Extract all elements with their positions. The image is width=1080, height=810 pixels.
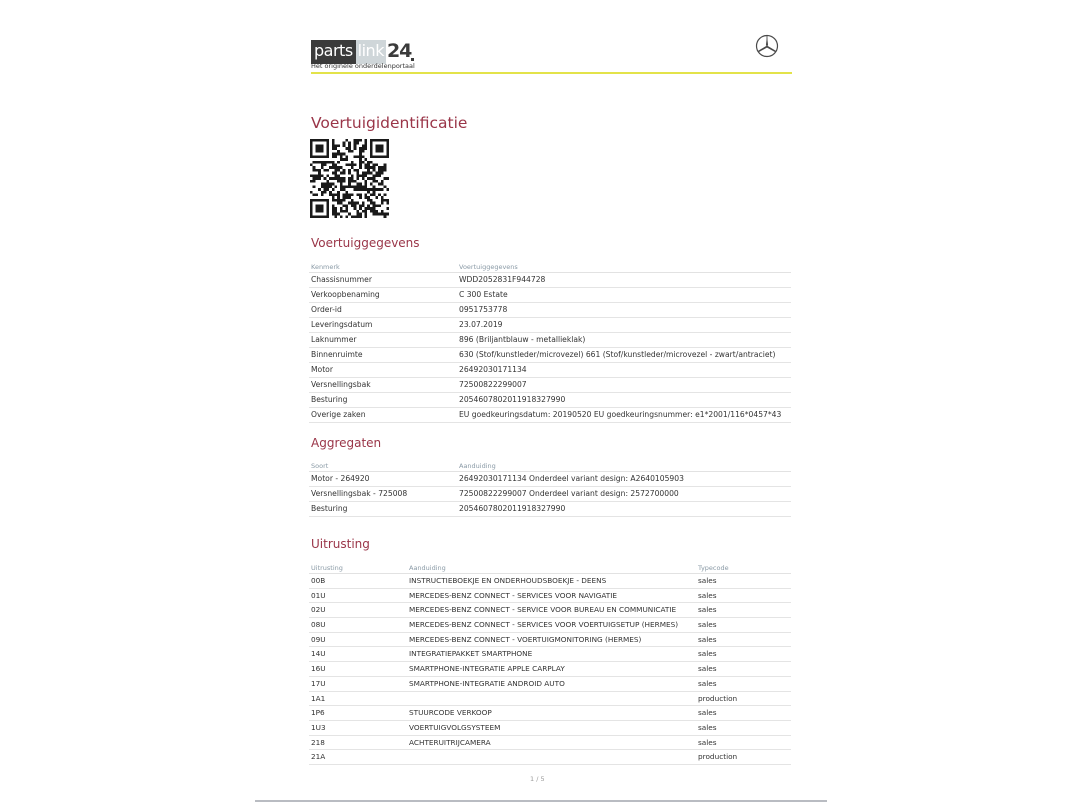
equipment-typecode: sales	[698, 737, 717, 747]
table-row	[309, 472, 791, 487]
row-key: Leveringsdatum	[311, 320, 373, 329]
row-value: 630 (Stof/kunstleder/microvezel) 661 (Stof/kunstleder/microvezel - zwart/antraciet)	[459, 350, 776, 359]
equipment-description	[409, 692, 698, 706]
table-row	[309, 393, 791, 408]
equipment-description: MERCEDES-BENZ CONNECT - SERVICES VOOR VOERTUIGSETUP (HERMES)	[409, 620, 679, 630]
vehicle-table	[309, 262, 791, 423]
table-row	[309, 736, 791, 751]
equipment-code: 02U	[311, 605, 326, 615]
aggregates-table	[309, 461, 791, 517]
equipment-typecode: sales	[698, 678, 717, 688]
row-key: Laknummer	[311, 335, 357, 344]
equipment-table	[309, 563, 791, 765]
page-indicator: 1 / 5	[530, 775, 545, 783]
header-divider	[311, 72, 792, 74]
equipment-description: STUURCODE VERKOOP	[409, 708, 492, 718]
row-key: Motor - 264920	[311, 474, 370, 483]
equipment-typecode: sales	[698, 649, 717, 659]
equipment-code: 1A1	[311, 693, 326, 703]
table-row	[309, 647, 791, 662]
table-row	[309, 333, 791, 348]
row-key: Order-id	[311, 305, 342, 314]
logo-dot	[411, 58, 414, 61]
table-row	[309, 589, 791, 604]
row-key: Chassisnummer	[311, 275, 372, 284]
row-value: 2054607802011918327990	[459, 504, 566, 513]
column-header-description: Aanduiding	[409, 564, 446, 572]
row-value: EU goedkeuringsdatum: 20190520 EU goedkeuringsnummer: e1*2001/116*0457*43	[459, 410, 782, 419]
row-value: 72500822299007	[459, 380, 527, 389]
qr-code-icon	[310, 139, 389, 218]
equipment-typecode: sales	[698, 605, 717, 615]
equipment-typecode: sales	[698, 590, 717, 600]
equipment-code: 01U	[311, 590, 326, 600]
table-row	[309, 318, 791, 333]
logo-tagline: Het originele onderdelenportaal	[311, 62, 415, 70]
equipment-description: INSTRUCTIEBOEKJE EN ONDERHOUDSBOEKJE - DEENS	[409, 576, 607, 585]
row-value: 896 (Briljantblauw - metallieklak)	[459, 335, 586, 344]
equipment-code: 08U	[311, 620, 326, 630]
equipment-code: 14U	[311, 649, 326, 659]
row-value: WDD2052831F944728	[459, 275, 546, 284]
row-key: Versnellingsbak - 725008	[311, 489, 408, 498]
table-row	[309, 750, 791, 765]
row-value: 72500822299007 Onderdeel variant design: 2572700000	[459, 489, 679, 498]
logo-parts-text: parts	[311, 40, 356, 64]
table-header	[309, 563, 791, 574]
row-value: 23.07.2019	[459, 320, 503, 329]
equipment-description: VOERTUIGVOLGSYSTEEM	[409, 722, 501, 732]
equipment-code: 1U3	[311, 722, 326, 732]
column-header-value: Aanduiding	[459, 462, 496, 470]
table-row	[309, 502, 791, 517]
table-header	[309, 262, 791, 273]
equipment-typecode: sales	[698, 576, 717, 585]
equipment-description: MERCEDES-BENZ CONNECT - SERVICE VOOR BUREAU EN COMMUNICATIE	[409, 605, 677, 615]
equipment-typecode: sales	[698, 708, 717, 718]
equipment-description: SMARTPHONE-INTEGRATIE ANDROID AUTO	[409, 678, 565, 688]
section-title-vehicle: Voertuiggegevens	[311, 236, 420, 250]
table-row	[309, 692, 791, 707]
logo-link-text: link	[356, 40, 386, 64]
column-header-code: Uitrusting	[311, 564, 343, 572]
equipment-code: 09U	[311, 634, 326, 644]
mercedes-star-icon	[755, 34, 779, 58]
partslink24-logo	[311, 40, 414, 64]
table-row	[309, 378, 791, 393]
table-row	[309, 618, 791, 633]
table-row	[309, 348, 791, 363]
row-key: Binnenruimte	[311, 350, 363, 359]
equipment-description: MERCEDES-BENZ CONNECT - SERVICES VOOR NAVIGATIE	[409, 590, 618, 600]
equipment-typecode: sales	[698, 722, 717, 732]
equipment-code: 16U	[311, 664, 326, 674]
equipment-description: MERCEDES-BENZ CONNECT - VOERTUIGMONITORING (HERMES)	[409, 634, 642, 644]
table-row	[309, 677, 791, 692]
table-row	[309, 303, 791, 318]
equipment-typecode: sales	[698, 620, 717, 630]
table-row	[309, 662, 791, 677]
table-row	[309, 363, 791, 378]
table-row	[309, 574, 791, 589]
row-key: Versnellingsbak	[311, 380, 371, 389]
table-row	[309, 633, 791, 648]
table-row	[309, 603, 791, 618]
equipment-code: 1P6	[311, 708, 325, 718]
equipment-code: 21A	[311, 752, 326, 762]
row-value: 0951753778	[459, 305, 508, 314]
row-key: Overige zaken	[311, 410, 366, 419]
equipment-description	[409, 750, 698, 764]
equipment-typecode: sales	[698, 634, 717, 644]
table-row	[309, 408, 791, 423]
equipment-code: 218	[311, 737, 325, 747]
equipment-code: 00B	[311, 576, 326, 585]
equipment-description: ACHTERUITRIJCAMERA	[409, 737, 491, 747]
row-key: Motor	[311, 365, 333, 374]
section-title-aggregates: Aggregaten	[311, 436, 382, 450]
table-row	[309, 273, 791, 288]
table-row	[309, 721, 791, 736]
section-title-equipment: Uitrusting	[311, 537, 370, 551]
equipment-code: 17U	[311, 678, 326, 688]
bottom-divider	[255, 800, 827, 802]
row-value: C 300 Estate	[459, 290, 508, 299]
row-value: 26492030171134 Onderdeel variant design: A2640105903	[459, 474, 684, 483]
equipment-typecode: sales	[698, 664, 717, 674]
equipment-description: INTEGRATIEPAKKET SMARTPHONE	[409, 649, 533, 659]
row-key: Verkoopbenaming	[311, 290, 380, 299]
row-key: Besturing	[311, 504, 348, 513]
column-header-key: Soort	[311, 462, 329, 470]
equipment-typecode: production	[698, 752, 738, 762]
equipment-typecode: production	[698, 693, 738, 703]
table-row	[309, 487, 791, 502]
table-row	[309, 706, 791, 721]
column-header-value: Voertuiggegevens	[459, 263, 518, 271]
row-key: Besturing	[311, 395, 348, 404]
page-title: Voertuigidentificatie	[311, 114, 468, 132]
row-value: 26492030171134	[459, 365, 527, 374]
column-header-typecode: Typecode	[698, 564, 729, 572]
column-header-key: Kenmerk	[311, 263, 340, 271]
equipment-description: SMARTPHONE-INTEGRATIE APPLE CARPLAY	[409, 664, 565, 674]
table-header	[309, 461, 791, 472]
logo-number-text: 24	[386, 40, 412, 62]
row-value: 2054607802011918327990	[459, 395, 566, 404]
table-row	[309, 288, 791, 303]
